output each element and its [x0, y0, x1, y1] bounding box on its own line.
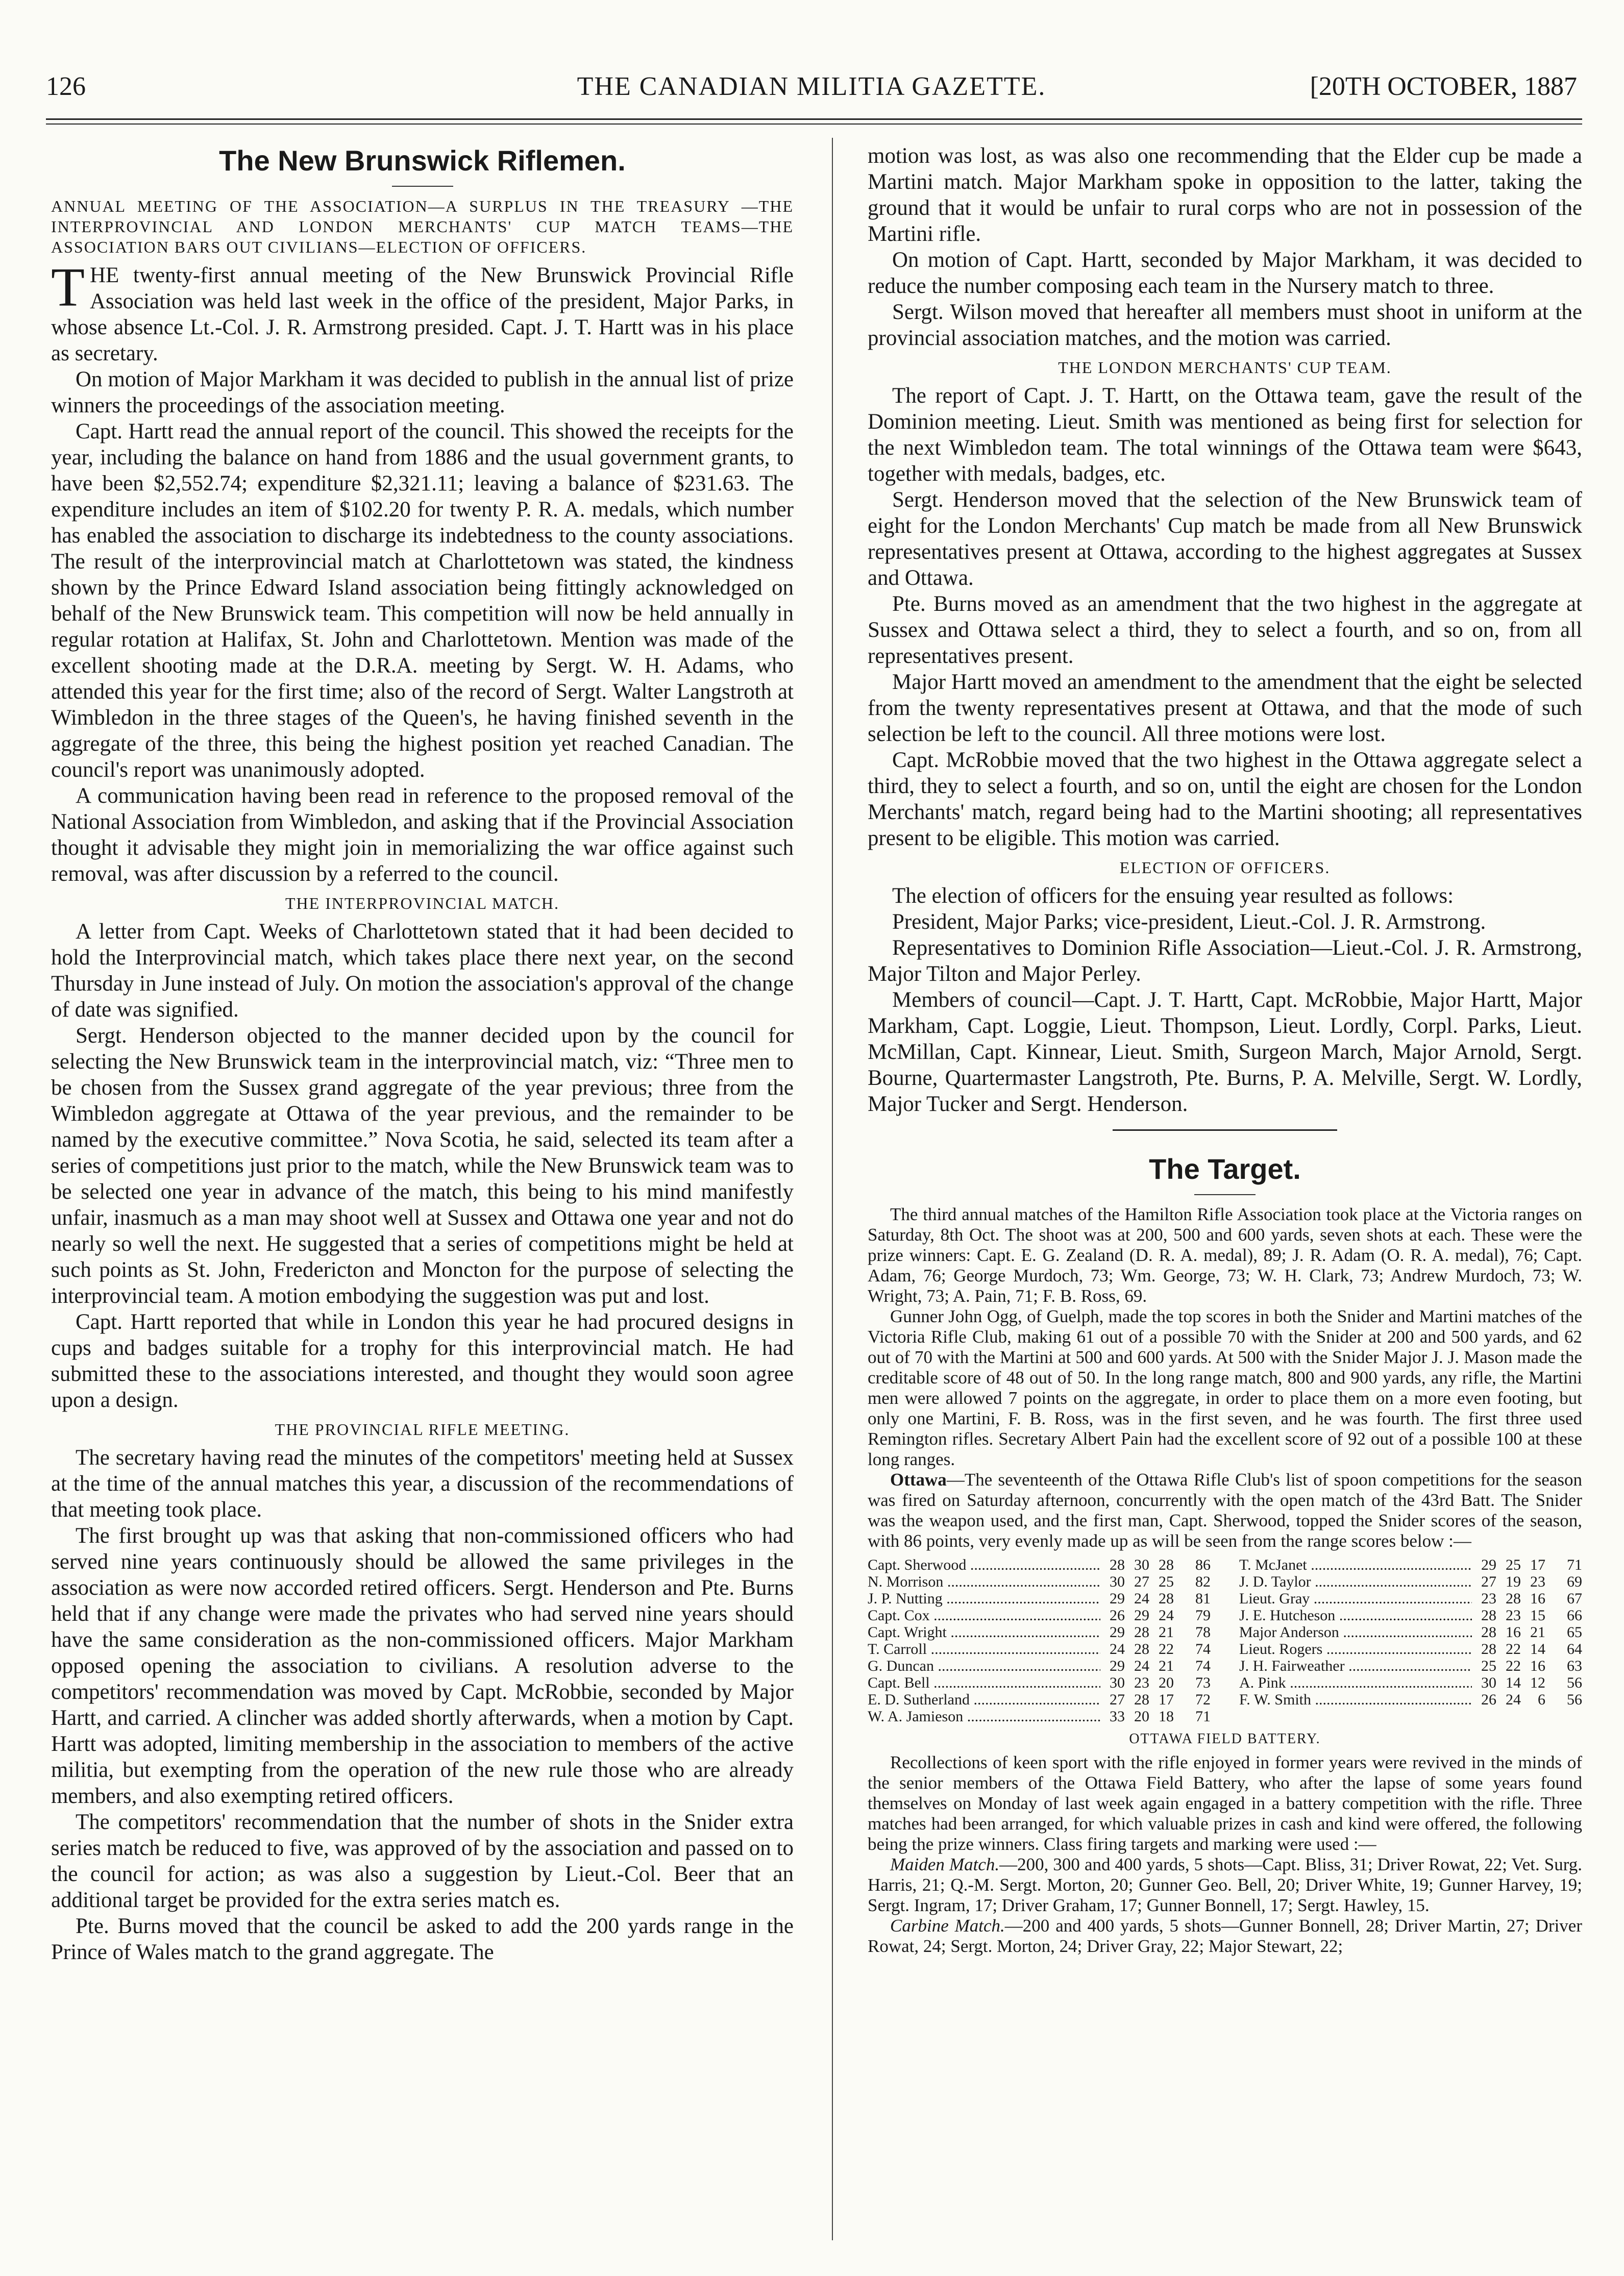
score-row	[1239, 1624, 1582, 1641]
competitor-name: Lieut. Gray .....	[1239, 1590, 1472, 1607]
paragraph: Capt. Hartt read the annual report of the council. This showed the receipts for the year, including the balance on hand from 1886 and the usual government grants, to have been $2,552.74; expenditure $2,321.11; leaving a balance of $231.63. The expenditure includes an item of $102.20 for twenty P. R. A. medals, which number has enabled the association to discharge its indebtedness to the county associations. The result of the interprovincial match at Charlottetown was stated, the kindness shown by the Prince Edward Island association being fittingly acknowledged on behalf of the New Brunswick team. This competition will now be held annually in regular rotation at Halifax, St. John and Charlottetown. Mention was made of the excellent shooting made at the D.R.A. meeting by Sergt. W. H. Adams, who attended this year for the first time; also of the record of Sergt. Walter Langstroth at Wimbledon in the three stages of the Queen's, he having finished seventh in the aggregate of the three, this being the highest position yet reached Canadian. The council's report was unanimously adopted.	[51, 419, 794, 782]
paragraph: Members of council—Capt. J. T. Hartt, Capt. McRobbie, Major Hartt, Major Markham, Capt. Loggie, Lieut. Thompson, Lieut. Lordly, Corpl. Parks, Lieut. McMillan, Capt. Kinnear, Lieut. Smith, Surgeon March, Major Arnold, Sergt. Bourne, Quartermaster Langstroth, Pte. Burns, P. A. Melville, Sergt. W. Lordly, Major Tucker and Sergt. Henderson.	[868, 988, 1582, 1116]
target-article	[868, 1204, 1582, 1957]
competitor-name: J. P. Nutting .....	[868, 1590, 1100, 1607]
score-200: 26	[1110, 1607, 1125, 1624]
competitor-name: G. Duncan .....	[868, 1657, 1100, 1674]
score-500: 28	[1506, 1590, 1521, 1607]
competitor-name: Capt. Sherwood .....	[868, 1556, 1100, 1573]
score-500: 25	[1506, 1556, 1521, 1573]
score-500: 16	[1506, 1624, 1521, 1641]
paragraph	[868, 1470, 1582, 1551]
paragraph: The first brought up was that asking that non-commissioned officers who had served nine years continuously should be allowed the same privileges in the association as were now accorded retired officers. Sergt. Henderson and Pte. Burns held that if any change were made the privates who had served nine years should have the same consideration as the non-commissioned officers. Major Markham opposed opening the association to civilians. A resolution adverse to the competitors' recommendation was moved by Capt. McRobbie, seconded by Major Hartt, and carried. A clincher was added shortly afterwards, when a motion by Capt. Hartt was adopted, limiting membership in the association to members of the active militia, but exempting from the operation of the new rule those who are already members, and also exempting retired officers.	[51, 1524, 794, 1808]
score-total: 74	[1195, 1657, 1211, 1674]
score-total: 79	[1195, 1607, 1211, 1624]
section-rule	[1113, 1129, 1337, 1131]
score-200: 30	[1110, 1674, 1125, 1691]
score-row	[868, 1657, 1211, 1674]
competitor-name: Capt. Bell .....	[868, 1674, 1100, 1691]
subheading: OTTAWA FIELD BATTERY.	[1129, 1731, 1321, 1747]
subheading: THE PROVINCIAL RIFLE MEETING.	[275, 1420, 570, 1439]
score-200: 29	[1110, 1590, 1125, 1607]
paragraph: On motion of Capt. Hartt, seconded by Major Markham, it was decided to reduce the number composing each team in the Nursery match to three.	[868, 248, 1582, 298]
page-number: 126	[46, 72, 86, 101]
paragraph: The report of Capt. J. T. Hartt, on the Ottawa team, gave the result of the Dominion meeting. Lieut. Smith was mentioned as being first for selection for the next Wimbledon team. The total winnings of the Ottawa team were $643, together with medals, badges, etc.	[868, 384, 1582, 486]
score-total: 78	[1195, 1624, 1211, 1641]
score-row	[868, 1641, 1211, 1657]
score-total: 56	[1567, 1674, 1582, 1691]
score-200: 30	[1110, 1573, 1125, 1590]
score-total: 63	[1567, 1657, 1582, 1674]
score-200: 28	[1481, 1624, 1496, 1641]
score-total: 81	[1195, 1590, 1211, 1607]
score-total: 71	[1195, 1708, 1211, 1725]
paragraph-lead: Ottawa	[890, 1470, 947, 1490]
competitor-name: Capt. Wright .....	[868, 1624, 1100, 1641]
score-500: 23	[1506, 1607, 1521, 1624]
score-600: 28	[1159, 1590, 1174, 1607]
score-row	[868, 1590, 1211, 1607]
score-row	[1239, 1607, 1582, 1624]
score-column-right	[1239, 1556, 1582, 1725]
score-row	[868, 1691, 1211, 1708]
paragraph: Capt. McRobbie moved that the two highest in the Ottawa aggregate select a third, they to select a fourth, and so on, until the eight are chosen for the London Merchants' match, regard being had to the Martini shooting; all representatives present to be eligible. This motion was carried.	[868, 748, 1582, 850]
score-500: 28	[1134, 1641, 1149, 1657]
paragraph-text: —200 and 400 yards, 5 shots—Gunner Bonnell, 28; Driver Martin, 27; Driver Rowat, 24; Sergt. Morton, 24; Driver Gray, 22; Major Stewart, 22;	[868, 1916, 1582, 1956]
score-total: 74	[1195, 1641, 1211, 1657]
score-200: 27	[1481, 1573, 1496, 1590]
score-total: 86	[1195, 1556, 1211, 1573]
competitor-name: J. H. Fairweather .....	[1239, 1657, 1472, 1674]
score-row	[1239, 1573, 1582, 1590]
score-600: 21	[1159, 1657, 1174, 1674]
score-500: 19	[1506, 1573, 1521, 1590]
score-200: 28	[1481, 1607, 1496, 1624]
score-200: 29	[1110, 1657, 1125, 1674]
subheading: THE LONDON MERCHANTS' CUP TEAM.	[1058, 358, 1392, 377]
score-500: 28	[1134, 1691, 1149, 1708]
paragraph-lead: Maiden Match.	[890, 1854, 1000, 1874]
score-600: 23	[1530, 1573, 1545, 1590]
score-200: 28	[1481, 1641, 1496, 1657]
page-header	[46, 71, 1577, 107]
score-200: 28	[1110, 1556, 1125, 1573]
score-600: 22	[1159, 1641, 1174, 1657]
score-500: 29	[1134, 1607, 1149, 1624]
score-row	[1239, 1590, 1582, 1607]
score-200: 24	[1110, 1641, 1125, 1657]
score-200: 29	[1110, 1624, 1125, 1641]
score-200: 27	[1110, 1691, 1125, 1708]
competitor-name: A. Pink .....	[1239, 1674, 1472, 1691]
paragraph: Recollections of keen sport with the rifle enjoyed in former years were revived in the minds of the senior members of the Ottawa Field Battery, who after the lapse of some years found themselves on Monday of last week again engaged in a battery competition with the rifle. Three matches had been arranged, for which valuable prizes in cash and kind were offered, the following being the prize winners. Class firing targets and marking were used :—	[868, 1752, 1582, 1854]
competitor-name: E. D. Sutherland .....	[868, 1691, 1100, 1708]
score-500: 28	[1134, 1624, 1149, 1641]
paragraph: motion was lost, as was also one recommending that the Elder cup be made a Martini match. Major Markham spoke in opposition to the latter, taking the ground that it would be unfair to rural corps who are not in possession of the Martini rifle.	[868, 144, 1582, 246]
score-200: 33	[1110, 1708, 1125, 1725]
paragraph: Representatives to Dominion Rifle Association—Lieut.-Col. J. R. Armstrong, Major Tilton and Major Perley.	[868, 936, 1582, 986]
paragraph	[51, 257, 794, 366]
score-row	[1239, 1556, 1582, 1573]
paragraph	[868, 1916, 1582, 1957]
competitor-name: T. McJanet .....	[1239, 1556, 1472, 1573]
score-600: 17	[1159, 1691, 1174, 1708]
score-600: 24	[1159, 1607, 1174, 1624]
score-600: 17	[1530, 1556, 1545, 1573]
score-row	[1239, 1641, 1582, 1657]
title-rule	[1194, 1194, 1256, 1195]
competitor-name: W. A. Jamieson .....	[868, 1708, 1100, 1725]
score-row	[868, 1708, 1211, 1725]
paragraph: President, Major Parks; vice-president, Lieut.-Col. J. R. Armstrong.	[892, 910, 1486, 934]
score-row	[868, 1624, 1211, 1641]
paragraph: On motion of Major Markham it was decided to publish in the annual list of prize winners the proceedings of the association meeting.	[51, 367, 794, 417]
score-600: 18	[1159, 1708, 1174, 1725]
paragraph-text: HE twenty-first annual meeting of the New Brunswick Provincial Rifle Association was held last week in the office of the president, Major Parks, in whose absence Lt.-Col. J. R. Armstrong presided. Capt. J. T. Hartt was in his place as secretary.	[51, 263, 794, 365]
score-500: 14	[1506, 1674, 1521, 1691]
score-200: 29	[1481, 1556, 1496, 1573]
drop-cap: T	[51, 257, 85, 318]
score-500: 24	[1134, 1590, 1149, 1607]
title-rule	[392, 186, 453, 187]
paragraph-text: —200, 300 and 400 yards, 5 shots—Capt. Bliss, 31; Driver Rowat, 22; Vet. Surg. Harris, 21; Q.-M. Sergt. Morton, 20; Gunner Geo. Bell, 20; Driver White, 19; Gunner Harvey, 19; Sergt. Ingram, 17; Driver Graham, 17; Gunner Bonnell, 17; Sergt. Hawley, 15.	[868, 1854, 1583, 1915]
paragraph: Pte. Burns moved that the council be asked to add the 200 yards range in the Prince of Wales match to the grand aggregate. The	[51, 1914, 794, 1964]
paragraph: The secretary having read the minutes of the competitors' meeting held at Sussex at the time of the annual matches this year, a discussion of the recommendations of that meeting took place.	[51, 1446, 794, 1522]
score-500: 30	[1134, 1556, 1149, 1573]
paragraph-lead: Carbine Match.	[890, 1916, 1005, 1936]
score-500: 24	[1506, 1691, 1521, 1708]
score-total: 82	[1195, 1573, 1211, 1590]
score-200: 23	[1481, 1590, 1496, 1607]
paragraph: Capt. Hartt reported that while in London this year he had procured designs in cups and badges suitable for a trophy for this interprovincial match. He had submitted these to the associations interested, and thought they would soon agree upon a design.	[51, 1310, 794, 1412]
subheading: THE INTERPROVINCIAL MATCH.	[285, 894, 559, 912]
competitor-name: Major Anderson .....	[1239, 1624, 1472, 1641]
score-total: 72	[1195, 1691, 1211, 1708]
score-row	[868, 1674, 1211, 1691]
score-500: 22	[1506, 1657, 1521, 1674]
paragraph: Gunner John Ogg, of Guelph, made the top scores in both the Snider and Martini matches of the Victoria Rifle Club, making 61 out of a possible 70 with the Snider at 200 and 500 yards, and 62 out of 70 with the Martini at 500 and 600 yards. At 500 with the Snider Major J. J. Mason made the creditable score of 48 out of 50. In the long range match, 800 and 900 yards, any rifle, the Martini men were allowed 7 points on the aggregate, in order to place them on a more even footing, but only one Martini, F. B. Ross, was in the first seven, and he was fourth. The first three used Remington rifles. Secretary Albert Pain had the excellent score of 92 out of a possible 100 at these long ranges.	[868, 1306, 1582, 1469]
paragraph: A letter from Capt. Weeks of Charlottetown stated that it had been decided to hold the Interprovincial match, which takes place there next year, on the second Thursday in June instead of July. On motion the association's approval of the change of date was signified.	[51, 920, 794, 1022]
subheading: ELECTION OF OFFICERS.	[1119, 858, 1331, 877]
competitor-name: J. D. Taylor .....	[1239, 1573, 1472, 1590]
score-total: 65	[1567, 1624, 1582, 1641]
score-500: 24	[1134, 1657, 1149, 1674]
score-200: 25	[1481, 1657, 1496, 1674]
left-column	[51, 143, 794, 1965]
competitor-name: T. Carroll .....	[868, 1641, 1100, 1657]
score-500: 22	[1506, 1641, 1521, 1657]
score-600: 16	[1530, 1590, 1545, 1607]
score-row	[1239, 1674, 1582, 1691]
score-600: 14	[1530, 1641, 1545, 1657]
competitor-name: F. W. Smith .....	[1239, 1691, 1472, 1708]
paragraph-text: —The seventeenth of the Ottawa Rifle Club's list of spoon competitions for the season was fired on Saturday afternoon, concurrently with the open match of the 43rd Batt. The Snider was the weapon used, and the first man, Capt. Sherwood, topped the Snider scores of the season, with 86 points, very evenly made up as will be seen from the range scores below :—	[868, 1470, 1582, 1551]
paragraph: Sergt. Wilson moved that hereafter all members must shoot in uniform at the provincial association matches, and the motion was carried.	[868, 300, 1582, 350]
score-500: 23	[1134, 1674, 1149, 1691]
paragraph: Sergt. Henderson moved that the selection of the New Brunswick team of eight for the London Merchants' Cup match be made from all New Brunswick representatives present at Ottawa, according to the highest aggregates at Sussex and Ottawa.	[868, 488, 1582, 590]
paragraph: Sergt. Henderson objected to the manner decided upon by the council for selecting the New Brunswick team in the interprovincial match, viz: “Three men to be chosen from the Sussex grand aggregate of the year previous; three from the Wimbledon aggregate at Ottawa of the year previous, and the remainder to be named by the executive committee.” Nova Scotia, he said, selected its team after a series of competitions just prior to the match, while the New Brunswick team was to be selected one year in advance of the match, this being to his mind manifestly unfair, inasmuch as a man may shoot well at Sussex and Ottawa one year and not do nearly so well the next. He suggested that a series of competitions might be held at such points as St. John, Fredericton and Moncton for the purpose of selecting the interprovincial team. A motion embodying the suggestion was put and lost.	[51, 1024, 794, 1308]
paragraph: The election of officers for the ensuing year resulted as follows:	[892, 884, 1454, 908]
issue-date: [20TH OCTOBER, 1887	[1310, 72, 1577, 101]
score-600: 16	[1530, 1657, 1545, 1674]
header-rule	[46, 118, 1582, 120]
competitor-name: N. Morrison .....	[868, 1573, 1100, 1590]
score-total: 71	[1567, 1556, 1582, 1573]
score-600: 12	[1530, 1674, 1545, 1691]
score-table	[868, 1556, 1582, 1725]
score-total: 64	[1567, 1641, 1582, 1657]
competitor-name: J. E. Hutcheson .....	[1239, 1607, 1472, 1624]
score-600: 6	[1538, 1691, 1545, 1708]
article-title: The New Brunswick Riflemen.	[219, 144, 626, 177]
score-total: 73	[1195, 1674, 1211, 1691]
score-500: 20	[1134, 1708, 1149, 1725]
score-600: 21	[1530, 1624, 1545, 1641]
score-600: 21	[1159, 1624, 1174, 1641]
paragraph: Pte. Burns moved as an amendment that the two highest in the aggregate at Sussex and Ottawa select a third, they to select a fourth, and so on, from all representatives present.	[868, 592, 1582, 668]
competitor-name: Capt. Cox .....	[868, 1607, 1100, 1624]
score-total: 56	[1567, 1691, 1582, 1708]
score-600: 20	[1159, 1674, 1174, 1691]
right-column	[868, 143, 1582, 1957]
score-total: 67	[1567, 1590, 1582, 1607]
header-rule-secondary	[46, 123, 1582, 125]
score-600: 28	[1159, 1556, 1174, 1573]
paragraph: The third annual matches of the Hamilton Rifle Association took place at the Victoria ranges on Saturday, 8th Oct. The shoot was at 200, 500 and 600 yards, seven shots at each. These were the prize winners: Capt. E. G. Zealand (D. R. A. medal), 89; J. R. Adam (O. R. A. medal), 76; Capt. Adam, 76; George Murdoch, 73; Wm. George, 73; W. H. Clark, 73; Andrew Murdoch, 73; W. Wright, 73; A. Pain, 71; F. B. Ross, 69.	[868, 1204, 1582, 1306]
competitor-name: Lieut. Rogers .....	[1239, 1641, 1472, 1657]
score-row	[868, 1573, 1211, 1590]
score-200: 30	[1481, 1674, 1496, 1691]
score-row	[868, 1607, 1211, 1624]
score-600: 25	[1159, 1573, 1174, 1590]
score-total: 66	[1567, 1607, 1582, 1624]
score-total: 69	[1567, 1573, 1582, 1590]
article-title: The Target.	[1149, 1153, 1301, 1185]
score-column-left	[868, 1556, 1211, 1725]
paragraph: The competitors' recommendation that the number of shots in the Snider extra series match be reduced to five, was approved of by the association and passed on to the council for action; as was also a suggestion by Lieut.-Col. Beer that an additional target be provided for the extra series match es.	[51, 1810, 794, 1912]
column-divider	[832, 138, 833, 2240]
score-600: 15	[1530, 1607, 1545, 1624]
score-row	[1239, 1691, 1582, 1708]
paragraph: A communication having been read in reference to the proposed removal of the National Association from Wimbledon, and asking that if the Provincial Association thought it advisable they might join in memorializing the war office against such removal, was after discussion by a referred to the council.	[51, 784, 794, 886]
article-deck: ANNUAL MEETING OF THE ASSOCIATION—A SURPLUS IN THE TREASURY —THE INTERPROVINCIAL AND LONDON MERCHANTS' CUP MATCH TEAMS—THE ASSOCIATION BARS OUT CIVILIANS—ELECTION OF OFFICERS.	[51, 197, 794, 256]
score-row	[1239, 1657, 1582, 1674]
score-200: 26	[1481, 1691, 1496, 1708]
score-row	[868, 1556, 1211, 1573]
score-500: 27	[1134, 1573, 1149, 1590]
masthead-title: THE CANADIAN MILITIA GAZETTE.	[577, 72, 1046, 101]
paragraph	[868, 1854, 1582, 1916]
paragraph: Major Hartt moved an amendment to the amendment that the eight be selected from the twenty representatives present at Ottawa, and that the mode of such selection be left to the council. All three motions were lost.	[868, 670, 1582, 746]
